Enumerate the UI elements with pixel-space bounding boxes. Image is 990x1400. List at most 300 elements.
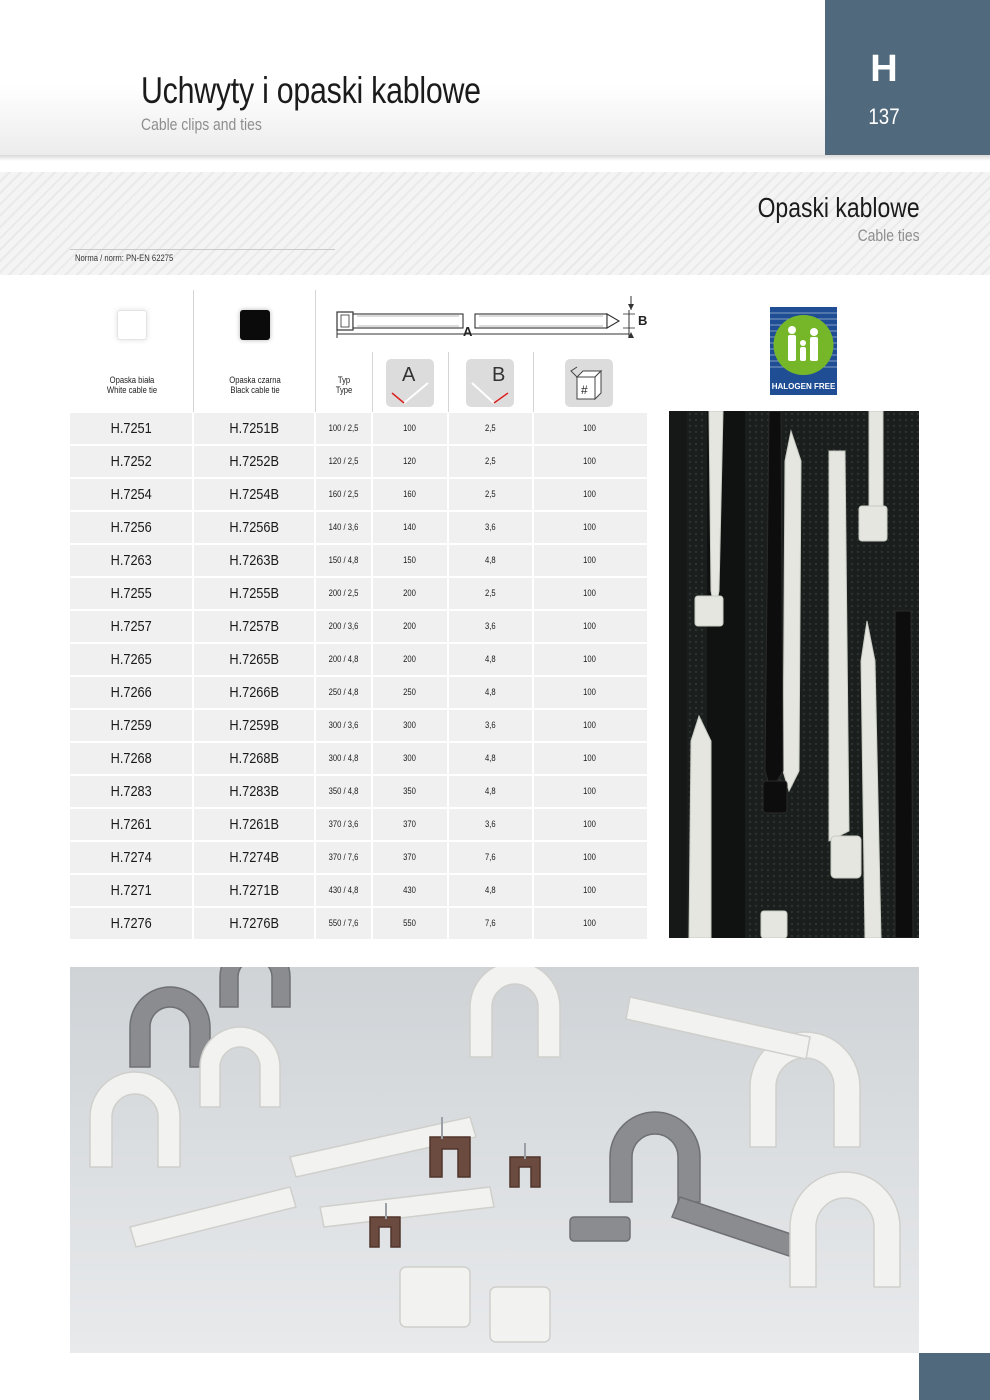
white-tie-label-en: White cable tie: [106, 385, 158, 395]
row-black-code-text: H.7268B: [229, 750, 279, 767]
table-row: [70, 644, 647, 677]
column-separator: [314, 644, 316, 675]
section-title: Opaski kablowe: [757, 192, 920, 223]
row-white-code: [70, 644, 193, 675]
row-pack-qty: [533, 413, 647, 444]
row-width-b-text: 2,5: [485, 456, 496, 466]
type-label-pl: Typ: [337, 375, 351, 385]
row-black-code: [193, 413, 315, 444]
row-black-code: [193, 644, 315, 675]
table-row: [70, 512, 647, 545]
row-black-code-text: H.7265B: [229, 651, 279, 668]
row-white-code: [70, 842, 193, 873]
row-white-code-text: H.7283: [110, 783, 153, 800]
cable-tie-diagram: [335, 290, 655, 345]
row-length-a: [372, 776, 448, 807]
row-width-b: [448, 710, 533, 741]
table-row: [70, 545, 647, 578]
white-tie-header: [90, 375, 175, 395]
row-pack-qty: [533, 446, 647, 477]
row-width-b-text: 4,8: [485, 555, 496, 565]
row-length-a: [372, 677, 448, 708]
halogen-free-label: HALOGEN FREE: [771, 382, 836, 391]
row-width-b-text: 3,6: [485, 522, 496, 532]
row-width-b-text: 2,5: [485, 423, 496, 433]
row-type-text: 150 / 4,8: [328, 555, 359, 565]
column-separator: [447, 710, 449, 741]
header-shadow: [0, 155, 990, 161]
row-width-b: [448, 413, 533, 444]
row-type: [315, 611, 372, 642]
row-black-code-text: H.7263B: [229, 552, 279, 569]
column-separator: [447, 875, 449, 906]
column-separator: [532, 710, 534, 741]
table-row: [70, 875, 647, 908]
row-type-text: 250 / 4,8: [328, 687, 359, 697]
column-separator: [447, 413, 449, 444]
row-type-text: 100 / 2,5: [328, 423, 359, 433]
row-width-b: [448, 479, 533, 510]
column-separator: [314, 611, 316, 642]
column-separator: [371, 611, 373, 642]
row-length-a: [372, 512, 448, 543]
page-number: 137: [868, 104, 900, 129]
column-separator: [532, 413, 534, 444]
column-separator: [192, 644, 194, 675]
row-type-text: 140 / 3,6: [328, 522, 359, 532]
row-width-b-text: 3,6: [485, 621, 496, 631]
row-black-code-text: H.7266B: [229, 684, 279, 701]
row-pack-qty: [533, 776, 647, 807]
divider: [70, 249, 335, 250]
row-pack-qty-text: 100: [583, 687, 597, 697]
row-width-b-text: 4,8: [485, 786, 496, 796]
row-pack-qty-text: 100: [583, 852, 597, 862]
row-width-b-text: 2,5: [485, 489, 496, 499]
column-separator: [192, 710, 194, 741]
width-icon: [466, 359, 514, 407]
table-row: [70, 809, 647, 842]
row-length-a: [372, 842, 448, 873]
row-pack-qty: [533, 710, 647, 741]
row-white-code-text: H.7261: [110, 816, 153, 833]
row-black-code: [193, 578, 315, 609]
row-pack-qty: [533, 842, 647, 873]
table-row: [70, 578, 647, 611]
table-row: [70, 908, 647, 941]
column-separator: [192, 512, 194, 543]
row-type: [315, 512, 372, 543]
row-black-code: [193, 710, 315, 741]
row-width-b: [448, 611, 533, 642]
column-separator: [192, 743, 194, 774]
column-separator: [192, 446, 194, 477]
column-separator: [371, 545, 373, 576]
column-separator: [447, 578, 449, 609]
page-subtitle: Cable clips and ties: [141, 115, 262, 134]
column-separator: [371, 908, 373, 939]
table-row: [70, 842, 647, 875]
row-length-a: [372, 578, 448, 609]
row-white-code: [70, 479, 193, 510]
row-white-code: [70, 776, 193, 807]
row-pack-qty-text: 100: [583, 621, 597, 631]
row-white-code: [70, 809, 193, 840]
row-length-a: [372, 908, 448, 939]
column-separator: [314, 413, 316, 444]
row-length-a-text: 350: [403, 786, 417, 796]
row-length-a: [372, 545, 448, 576]
row-white-code-text: H.7256: [110, 519, 153, 536]
row-white-code: [70, 677, 193, 708]
row-pack-qty: [533, 479, 647, 510]
row-width-b: [448, 677, 533, 708]
row-length-a-text: 430: [403, 885, 417, 895]
row-black-code-text: H.7254B: [229, 486, 279, 503]
column-separator: [192, 875, 194, 906]
row-length-a-text: 200: [403, 621, 417, 631]
row-white-code-text: H.7257: [110, 618, 153, 635]
row-width-b-text: 7,6: [485, 852, 496, 862]
column-separator: [371, 578, 373, 609]
table-row: [70, 776, 647, 809]
column-separator: [314, 743, 316, 774]
row-length-a-text: 370: [403, 819, 417, 829]
row-type-text: 430 / 4,8: [328, 885, 359, 895]
row-black-code-text: H.7256B: [229, 519, 279, 536]
row-length-a-text: 370: [403, 852, 417, 862]
row-width-b: [448, 578, 533, 609]
row-black-code-text: H.7274B: [229, 849, 279, 866]
row-type-text: 370 / 7,6: [328, 852, 359, 862]
row-width-b: [448, 842, 533, 873]
row-pack-qty-text: 100: [583, 588, 597, 598]
row-black-code-text: H.7276B: [229, 915, 279, 932]
row-pack-qty-text: 100: [583, 423, 597, 433]
type-label-en: Type: [335, 385, 353, 395]
row-width-b-text: 4,8: [485, 654, 496, 664]
package-icon-label: #: [581, 383, 588, 397]
row-pack-qty: [533, 545, 647, 576]
column-separator: [371, 875, 373, 906]
row-white-code-text: H.7276: [110, 915, 153, 932]
row-black-code: [193, 512, 315, 543]
column-separator: [447, 743, 449, 774]
row-pack-qty: [533, 908, 647, 939]
column-separator: [314, 710, 316, 741]
header-divider: [315, 290, 316, 412]
row-length-a: [372, 875, 448, 906]
section-tab: [825, 0, 990, 155]
header-divider: [193, 290, 194, 412]
column-separator: [371, 710, 373, 741]
row-black-code-text: H.7251B: [229, 420, 279, 437]
row-white-code: [70, 611, 193, 642]
row-white-code-text: H.7263: [110, 552, 153, 569]
row-black-code: [193, 479, 315, 510]
row-white-code-text: H.7265: [110, 651, 153, 668]
column-separator: [371, 446, 373, 477]
table-row: [70, 479, 647, 512]
row-type: [315, 578, 372, 609]
column-separator: [532, 875, 534, 906]
row-black-code: [193, 446, 315, 477]
row-width-b: [448, 875, 533, 906]
column-separator: [532, 446, 534, 477]
row-width-b-text: 4,8: [485, 885, 496, 895]
length-icon-label: A: [402, 364, 416, 386]
row-length-a-text: 200: [403, 654, 417, 664]
row-width-b-text: 7,6: [485, 918, 496, 928]
row-pack-qty-text: 100: [583, 918, 597, 928]
row-pack-qty-text: 100: [583, 489, 597, 499]
length-icon: [386, 359, 434, 407]
cable-clips-photo: [70, 967, 919, 1353]
column-separator: [532, 512, 534, 543]
row-width-b-text: 3,6: [485, 819, 496, 829]
column-separator: [532, 545, 534, 576]
row-width-b: [448, 512, 533, 543]
column-separator: [371, 644, 373, 675]
row-pack-qty: [533, 611, 647, 642]
section-letter: H: [870, 48, 898, 90]
row-black-code-text: H.7283B: [229, 783, 279, 800]
row-pack-qty-text: 100: [583, 885, 597, 895]
column-separator: [447, 446, 449, 477]
row-length-a-text: 120: [403, 456, 417, 466]
row-type: [315, 842, 372, 873]
row-black-code: [193, 743, 315, 774]
row-pack-qty: [533, 644, 647, 675]
table-row: [70, 677, 647, 710]
black-swatch-icon: [240, 310, 270, 340]
row-type-text: 200 / 4,8: [328, 654, 359, 664]
column-separator: [532, 578, 534, 609]
column-separator: [314, 545, 316, 576]
row-width-b: [448, 809, 533, 840]
column-separator: [532, 479, 534, 510]
row-type: [315, 743, 372, 774]
diagram-label-b: B: [638, 313, 648, 328]
row-type: [315, 908, 372, 939]
column-separator: [192, 908, 194, 939]
row-pack-qty: [533, 743, 647, 774]
row-width-b: [448, 908, 533, 939]
table-row: [70, 611, 647, 644]
column-separator: [447, 776, 449, 807]
row-white-code: [70, 578, 193, 609]
row-type-text: 200 / 3,6: [328, 621, 359, 631]
row-white-code-text: H.7266: [110, 684, 153, 701]
row-pack-qty-text: 100: [583, 456, 597, 466]
row-white-code-text: H.7252: [110, 453, 153, 470]
row-width-b-text: 4,8: [485, 687, 496, 697]
type-header: [324, 375, 365, 395]
row-length-a: [372, 413, 448, 444]
column-separator: [314, 908, 316, 939]
row-type: [315, 545, 372, 576]
table-row: [70, 446, 647, 479]
row-width-b: [448, 644, 533, 675]
column-separator: [447, 809, 449, 840]
row-black-code: [193, 908, 315, 939]
row-white-code: [70, 743, 193, 774]
row-pack-qty: [533, 578, 647, 609]
row-length-a-text: 140: [403, 522, 417, 532]
row-black-code: [193, 677, 315, 708]
column-separator: [532, 842, 534, 873]
row-length-a-text: 250: [403, 687, 417, 697]
row-width-b-text: 4,8: [485, 753, 496, 763]
column-separator: [371, 743, 373, 774]
cable-tie-table: [70, 413, 647, 941]
row-black-code-text: H.7257B: [229, 618, 279, 635]
row-length-a: [372, 743, 448, 774]
row-type: [315, 479, 372, 510]
row-pack-qty: [533, 875, 647, 906]
row-white-code-text: H.7268: [110, 750, 153, 767]
column-separator: [314, 512, 316, 543]
header-divider: [448, 352, 449, 412]
column-separator: [314, 842, 316, 873]
row-length-a-text: 150: [403, 555, 417, 565]
row-white-code-text: H.7255: [110, 585, 153, 602]
column-separator: [314, 446, 316, 477]
width-icon-label: B: [492, 364, 506, 386]
page-title: Uchwyty i opaski kablowe: [141, 70, 481, 111]
row-length-a-text: 300: [403, 720, 417, 730]
column-separator: [192, 677, 194, 708]
row-white-code-text: H.7259: [110, 717, 153, 734]
row-pack-qty: [533, 809, 647, 840]
column-separator: [447, 842, 449, 873]
white-tie-label-pl: Opaska biała: [109, 375, 155, 385]
row-length-a: [372, 644, 448, 675]
row-black-code-text: H.7271B: [229, 882, 279, 899]
column-separator: [532, 809, 534, 840]
cable-ties-photo: [669, 411, 919, 938]
row-length-a-text: 550: [403, 918, 417, 928]
row-width-b-text: 3,6: [485, 720, 496, 730]
row-white-code-text: H.7271: [110, 882, 153, 899]
header-divider: [533, 352, 534, 412]
row-white-code-text: H.7254: [110, 486, 153, 503]
row-type-text: 300 / 4,8: [328, 753, 359, 763]
row-black-code: [193, 875, 315, 906]
column-separator: [371, 413, 373, 444]
row-type-text: 300 / 3,6: [328, 720, 359, 730]
column-separator: [532, 611, 534, 642]
white-swatch-icon: [117, 310, 147, 340]
column-separator: [192, 479, 194, 510]
halogen-free-icon: [770, 307, 837, 395]
row-length-a-text: 100: [403, 423, 417, 433]
row-type: [315, 413, 372, 444]
column-separator: [532, 644, 534, 675]
column-separator: [371, 512, 373, 543]
row-white-code-text: H.7274: [110, 849, 153, 866]
column-separator: [532, 908, 534, 939]
row-black-code: [193, 776, 315, 807]
row-length-a: [372, 479, 448, 510]
column-separator: [192, 611, 194, 642]
row-pack-qty: [533, 512, 647, 543]
row-pack-qty-text: 100: [583, 720, 597, 730]
column-separator: [314, 578, 316, 609]
column-separator: [371, 776, 373, 807]
row-type-text: 550 / 7,6: [328, 918, 359, 928]
column-separator: [192, 809, 194, 840]
column-separator: [371, 479, 373, 510]
row-width-b: [448, 545, 533, 576]
package-icon: [565, 359, 613, 407]
row-width-b: [448, 446, 533, 477]
black-tie-header: [213, 375, 298, 395]
row-type: [315, 809, 372, 840]
row-black-code: [193, 545, 315, 576]
column-separator: [447, 908, 449, 939]
table-row: [70, 710, 647, 743]
row-type: [315, 644, 372, 675]
row-pack-qty-text: 100: [583, 555, 597, 565]
column-separator: [447, 512, 449, 543]
column-separator: [371, 677, 373, 708]
row-white-code: [70, 908, 193, 939]
table-row: [70, 743, 647, 776]
row-type-text: 350 / 4,8: [328, 786, 359, 796]
row-type: [315, 776, 372, 807]
black-tie-label-en: Black cable tie: [230, 385, 280, 395]
row-black-code: [193, 842, 315, 873]
column-separator: [192, 776, 194, 807]
row-pack-qty-text: 100: [583, 786, 597, 796]
column-separator: [314, 809, 316, 840]
column-separator: [447, 545, 449, 576]
row-white-code: [70, 875, 193, 906]
column-separator: [371, 842, 373, 873]
row-white-code: [70, 545, 193, 576]
section-subtitle: Cable ties: [858, 226, 920, 245]
column-separator: [314, 776, 316, 807]
row-type-text: 160 / 2,5: [328, 489, 359, 499]
column-separator: [447, 611, 449, 642]
column-separator: [314, 875, 316, 906]
column-separator: [371, 809, 373, 840]
row-width-b: [448, 776, 533, 807]
row-white-code: [70, 710, 193, 741]
row-width-b: [448, 743, 533, 774]
row-type-text: 370 / 3,6: [328, 819, 359, 829]
column-separator: [192, 578, 194, 609]
row-length-a-text: 200: [403, 588, 417, 598]
diagram-label-a: A: [463, 324, 473, 339]
row-black-code: [193, 809, 315, 840]
row-black-code-text: H.7252B: [229, 453, 279, 470]
row-width-b-text: 2,5: [485, 588, 496, 598]
column-separator: [314, 677, 316, 708]
row-length-a-text: 300: [403, 753, 417, 763]
row-white-code: [70, 446, 193, 477]
row-type: [315, 677, 372, 708]
column-separator: [192, 842, 194, 873]
row-white-code: [70, 512, 193, 543]
column-separator: [447, 644, 449, 675]
header-divider: [372, 352, 373, 412]
column-separator: [314, 479, 316, 510]
row-pack-qty-text: 100: [583, 654, 597, 664]
norm-label: Norma / norm: PN-EN 62275: [75, 253, 174, 263]
column-separator: [447, 677, 449, 708]
